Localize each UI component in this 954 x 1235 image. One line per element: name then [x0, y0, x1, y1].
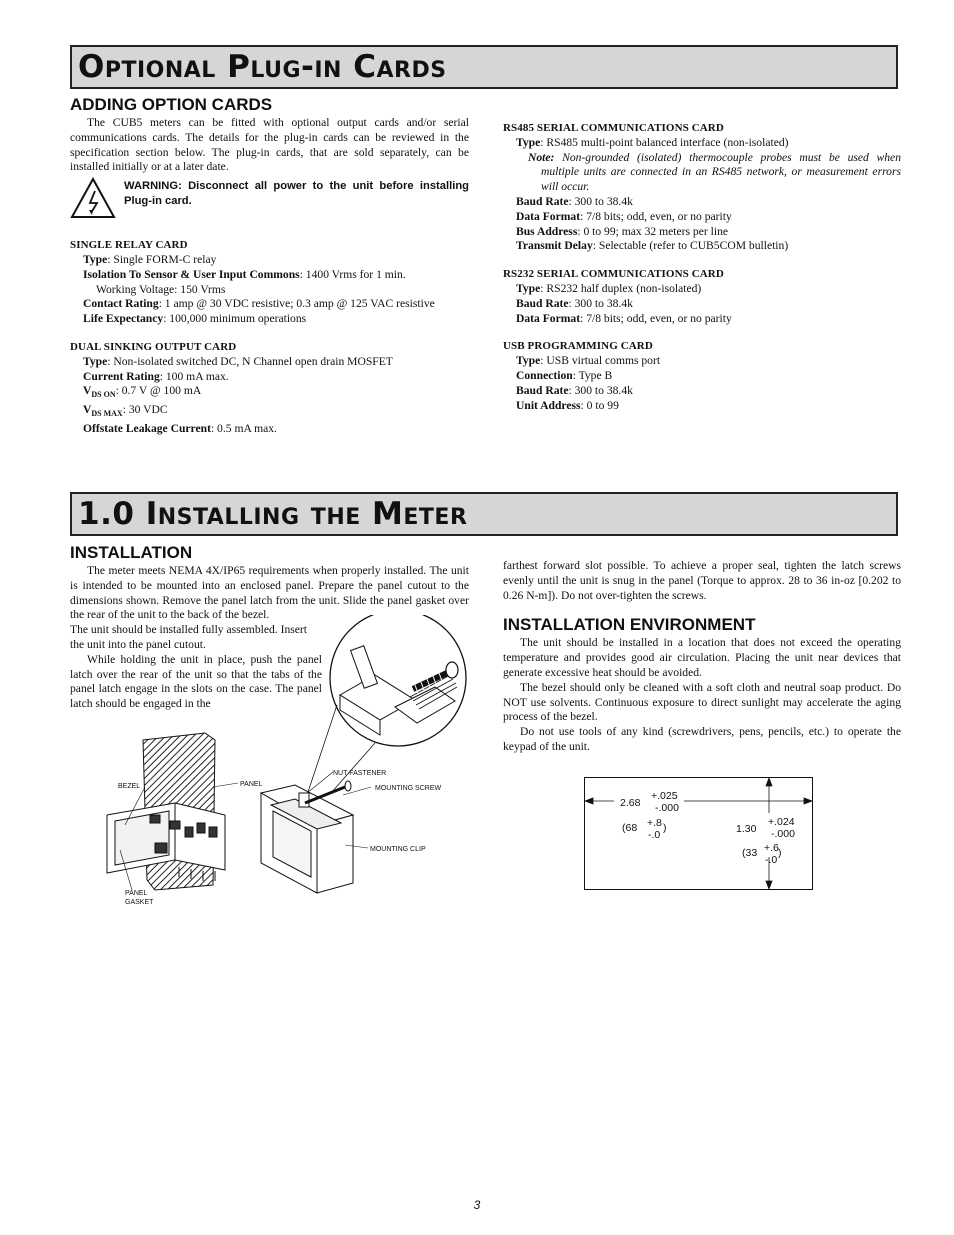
section-title: 1.0 Installing the Meter: [78, 496, 468, 532]
section-banner-plugin-cards: [70, 45, 898, 89]
installation-paragraph-2a: The unit should be installed fully assembled. Insert: [70, 623, 307, 637]
warning-block: [70, 177, 469, 225]
width-mm-plus: +.8: [647, 817, 662, 829]
spec-line: Baud Rate: 300 to 38.4k: [516, 383, 633, 397]
label-bezel: BEZEL: [118, 783, 141, 790]
rs232-card-title: RS232 SERIAL COMMUNICATIONS CARD: [503, 268, 724, 281]
spec-line: Type: Non-isolated switched DC, N Channel open drain MOSFET: [83, 354, 393, 368]
dual-sinking-card-title: DUAL SINKING OUTPUT CARD: [70, 340, 237, 353]
label-nut-fastener: NUT FASTENER: [333, 770, 387, 777]
label-mounting-screw: MOUNTING SCREW: [375, 785, 442, 792]
spec-line: Baud Rate: 300 to 38.4k: [516, 296, 633, 310]
installation-continued-column: [503, 559, 901, 755]
spec-line: Contact Rating: 1 amp @ 30 VDC resistive; 0.3 amp @ 125 VAC resistive: [83, 297, 435, 311]
spec-line: Isolation To Sensor & User Input Commons: 1400 Vrms for 1 min.: [83, 267, 406, 281]
width-tol-plus: +.025: [651, 790, 678, 802]
section-title: Optional Plug-in Cards: [78, 49, 447, 85]
spec-line: Working Voltage: 150 Vrms: [96, 282, 226, 296]
serial-cards-column: [503, 108, 901, 413]
mounting-clip-illustration: [261, 781, 353, 893]
detail-zoom-circle: [330, 615, 466, 746]
installation-environment-heading: INSTALLATION ENVIRONMENT: [503, 615, 756, 635]
spec-line: Unit Address: 0 to 99: [516, 398, 619, 412]
rs485-card-title: RS485 SERIAL COMMUNICATIONS CARD: [503, 122, 724, 134]
spec-line: Offstate Leakage Current: 0.5 mA max.: [83, 421, 277, 435]
spec-line: Baud Rate: 300 to 38.4k: [516, 194, 633, 208]
adding-option-cards-column: [70, 95, 469, 437]
spec-line: Type: Single FORM-C relay: [83, 252, 217, 266]
spec-line: $V_{DS ON}$: 0.7 V @ 100 mA: [83, 384, 202, 400]
label-panel-gasket-2: GASKET: [125, 899, 154, 906]
height-value: 1.30: [736, 823, 757, 835]
environment-paragraph-1: The unit should be installed in a location that does not exceed the operating temperature and provides good air circulation. Placing the unit near devices that generate excessive heat should be avoided.: [503, 636, 901, 679]
warning-text: WARNING: Disconnect all power to the unit before installing Plug-in card.: [124, 180, 469, 208]
installation-paragraph-3: While holding the unit in place, push the panel latch over the rear of the unit so that the tabs of the panel latch engage in the slots on the case. The panel latch should be engaged in the: [70, 652, 322, 711]
installation-paragraph-2b: the unit into the panel cutout.: [70, 637, 206, 651]
width-mm-minus: -.0: [648, 829, 661, 841]
label-panel: PANEL: [240, 781, 263, 788]
installation-paragraph-1: The meter meets NEMA 4X/IP65 requirements when properly installed. The unit is intended to be mounted into an enclosed panel. Prepare the panel cutout to the dimensions shown. Remove the panel latch from the unit. Slide the panel gasket over the rear of the unit to the back of the bezel.: [70, 564, 469, 622]
adding-option-cards-heading: ADDING OPTION CARDS: [70, 95, 273, 114]
usb-card-title: USB PROGRAMMING CARD: [503, 340, 653, 353]
spec-line: Bus Address: 0 to 99; max 32 meters per line: [516, 224, 729, 238]
label-panel-gasket-1: PANEL: [125, 890, 148, 897]
spec-line: $V_{DS MAX}$: 30 VDC: [83, 403, 168, 419]
adding-intro-paragraph: The CUB5 meters can be fitted with optional output cards and/or serial communications cards. The details for the plug-in cards can be reviewed in the specification section below. The plug-in cards, that are sold separately, can be installed initially or at a later date.: [70, 116, 469, 174]
spec-line: Current Rating: 100 mA max.: [83, 369, 229, 383]
spec-line: Life Expectancy: 100,000 minimum operations: [83, 312, 307, 326]
installation-continued-paragraph: farthest forward slot possible. To achieve a proper seal, tighten the latch screws evenly until the unit is snug in the panel (Torque to approx. 28 to 36 in-oz [0.202 to 0.26 N-m]). Do not over-tighten the screws.: [503, 559, 901, 602]
height-tol-minus: -.000: [771, 828, 795, 840]
spec-line: Type: RS232 half duplex (non-isolated): [516, 281, 702, 295]
spec-line: Connection: Type B: [516, 368, 613, 382]
width-value: 2.68: [620, 797, 641, 809]
height-mm-plus: +.6: [764, 842, 779, 854]
width-mm-close: ): [663, 822, 667, 834]
single-relay-card-title: SINGLE RELAY CARD: [70, 239, 188, 252]
installation-diagram: [95, 615, 475, 910]
height-mm-open: (33: [742, 847, 758, 859]
width-mm-open: (68: [622, 822, 638, 834]
spec-line: Data Format: 7/8 bits; odd, even, or no parity: [516, 311, 732, 325]
height-mm-minus: -.0: [765, 854, 778, 866]
height-mm-close: ): [778, 847, 782, 859]
spec-line: Type: RS485 multi-point balanced interface (non-isolated): [516, 135, 789, 149]
spec-line: Type: USB virtual comms port: [516, 354, 661, 368]
spec-line: Transmit Delay: Selectable (refer to CUB5COM bulletin): [516, 239, 789, 253]
height-tol-plus: +.024: [768, 816, 795, 828]
warning-triangle-icon: [70, 177, 116, 219]
environment-paragraph-2: The bezel should only be cleaned with a soft cloth and neutral soap product. Do NOT use solvents. Continuous exposure to direct sunlight may accelerate the aging process of the bezel.: [503, 680, 901, 724]
section-banner-installing: [70, 492, 898, 536]
installation-heading: INSTALLATION: [70, 543, 193, 562]
label-mounting-clip: MOUNTING CLIP: [370, 846, 426, 853]
width-tol-minus: -.000: [655, 802, 679, 814]
panel-cutout-diagram: [584, 777, 814, 891]
environment-paragraph-3: Do not use tools of any kind (screwdrivers, pens, pencils, etc.) to operate the keypad of the unit.: [503, 725, 901, 753]
rs485-note: Note: Non-grounded (isolated) thermocouple probes must be used when multiple units are connected in an RS485 network, or measurement errors will occur.: [528, 150, 901, 194]
page-number: 3: [473, 1198, 481, 1212]
spec-line: Data Format: 7/8 bits; odd, even, or no parity: [516, 209, 732, 223]
